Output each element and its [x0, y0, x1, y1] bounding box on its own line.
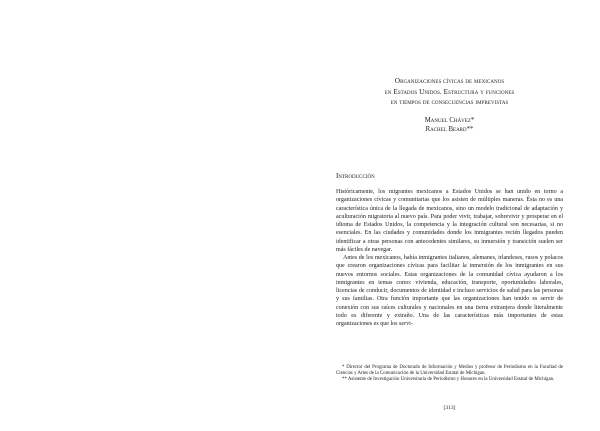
author-name: Manuel Chávez* [424, 117, 475, 124]
section-heading: Introducción [336, 172, 375, 180]
author-name: Rachel Beard** [425, 126, 474, 133]
footnote: ** Asistente de Investigación Universitaria de Periodismo y Honores en la Universidad Estatal de Michigan. [342, 377, 555, 383]
body-text [336, 188, 563, 328]
title-line: en tiempos de consecuencias imprevistas [390, 97, 509, 106]
article-title [336, 76, 563, 108]
title-line: en Estados Unidos. Estructura y funciones [384, 86, 515, 96]
title-line: Organizaciones cívicas de mexicanos [394, 76, 505, 85]
author-list [336, 116, 563, 134]
footnote: * Director del Programa de Doctorado de Información y Medios y profesor de Periodismo en la Facultad de Ciencias y Artes de la Comunicación de la Universidad Estatal de Michigan. [336, 365, 563, 377]
page-number: [313] [443, 405, 456, 411]
paragraph: Históricamente, los migrantes mexicanos a Estados Unidos se han unido en torno a organizaciones cívicas y comunitarias que los asisten de múltiples maneras. Ésta no es una característica única de la llegada de mexicanos, sino un modelo tradicional de adaptación y aculturación migratoria al nuevo país. Para poder vivir, trabajar, sobrevivir y prosperar en el idioma de Estados Unidos, la competencia y la integración cultural son necesarias, si no esenciales. En las ciudades y comunidades donde los inmigrantes recién llegados pueden identificar a otras personas con antecedentes similares, su inmersión y transición suelen ser más fáciles de navegar. [336, 189, 563, 253]
footnotes [336, 365, 563, 384]
paragraph: Antes de los mexicanos, había inmigrantes italianos, alemanes, irlandeses, rusos y polacos que crearon organizaciones cívicas para facilitar la inmersión de los inmigrantes en sus nuevos entornos sociales. Estas organizaciones de la comunidad cívica ayudaron a los inmigrantes en temas como: vivienda, educación, transporte, oportunidades laborales, licencias de conducir, documentos de identidad e incluso servicios de salud para las personas y sus familias. Otra función importante que las organizaciones han tenido es servir de conexión con sus raíces culturales y nacionales en una tierra extranjera donde literalmente todo es diferente y extraño. Una de las características más importantes de estas organizaciones es que los servi- [336, 255, 563, 327]
